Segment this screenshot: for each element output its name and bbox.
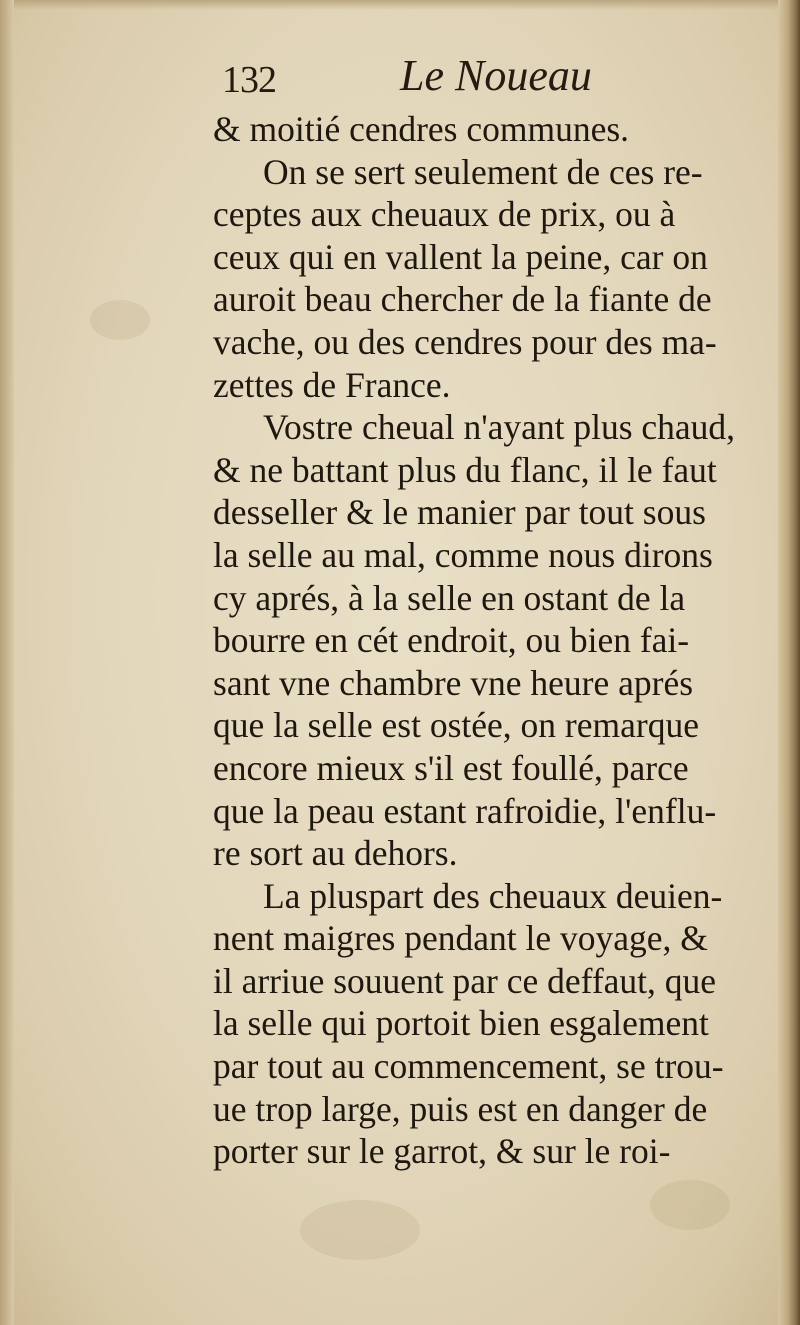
text-line: desseller & le manier par tout sous bbox=[213, 492, 706, 533]
text-line: nent maigres pendant le voyage, & bbox=[213, 918, 708, 959]
page-gutter-edge bbox=[0, 0, 14, 1325]
text-line: re sort au dehors. bbox=[213, 833, 458, 874]
text-line: La pluspart des cheuaux deuien- bbox=[263, 875, 723, 916]
page-top-edge bbox=[0, 0, 800, 10]
running-head bbox=[222, 50, 702, 110]
paper-stain bbox=[300, 1200, 420, 1260]
text-line: ceptes aux cheuaux de prix, ou à bbox=[213, 194, 676, 235]
text-line: On se sert seulement de ces re- bbox=[263, 151, 703, 192]
text-line: sant vne chambre vne heure aprés bbox=[213, 662, 694, 703]
text-line: zettes de France. bbox=[213, 364, 451, 405]
text-line: cy aprés, à la selle en ostant de la bbox=[213, 577, 686, 618]
text-line: ceux qui en vallent la peine, car on bbox=[213, 236, 708, 277]
text-line: & moitié cendres communes. bbox=[213, 109, 630, 149]
text-line: porter sur le garrot, & sur le roi- bbox=[213, 1131, 671, 1172]
body-text bbox=[213, 108, 773, 1173]
text-line: par tout au commencement, se trou- bbox=[213, 1046, 724, 1087]
text-line: vache, ou des cendres pour des ma- bbox=[213, 321, 717, 362]
page-fore-edge bbox=[778, 0, 800, 1325]
paper-stain bbox=[90, 300, 150, 340]
paper-stain bbox=[650, 1180, 730, 1230]
text-line: encore mieux s'il est foullé, parce bbox=[213, 747, 689, 788]
text-line: la selle au mal, comme nous dirons bbox=[213, 534, 713, 575]
text-line: bourre en cét endroit, ou bien fai- bbox=[213, 620, 690, 661]
text-line: il arriue souuent par ce deffaut, que bbox=[213, 960, 717, 1001]
text-line: que la selle est ostée, on remarque bbox=[213, 705, 699, 746]
text-line: la selle qui portoit bien esgalement bbox=[213, 1003, 709, 1044]
text-line: ue trop large, puis est en danger de bbox=[213, 1088, 708, 1129]
text-line: que la peau estant rafroidie, l'enflu- bbox=[213, 790, 717, 831]
page-number: 132 bbox=[222, 59, 276, 101]
running-head-title: Le Noueau bbox=[400, 51, 592, 100]
text-line: & ne battant plus du flanc, il le faut bbox=[213, 449, 717, 490]
text-line: Vostre cheual n'ayant plus chaud, bbox=[263, 407, 736, 448]
text-line: auroit beau chercher de la fiante de bbox=[213, 279, 712, 320]
